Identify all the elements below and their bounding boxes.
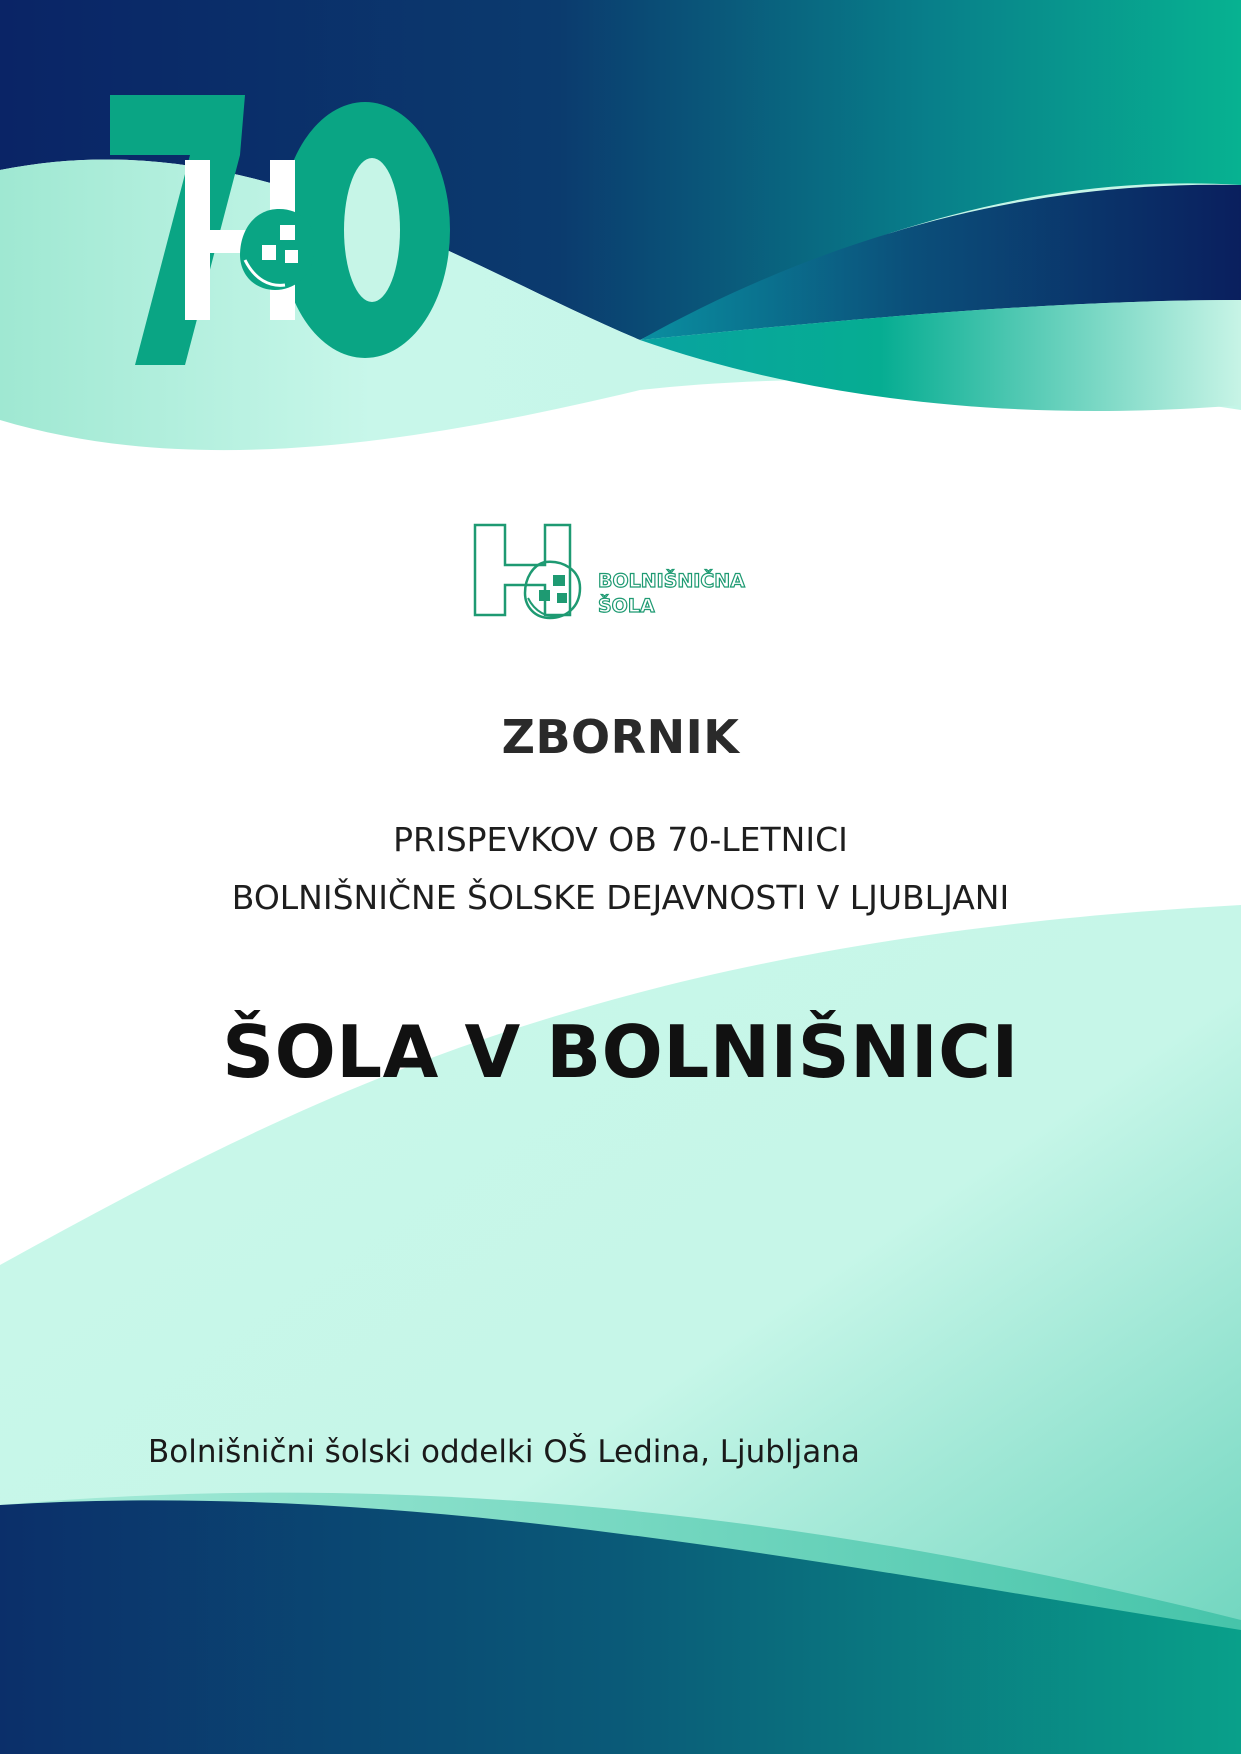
logo-text-line2: ŠOLA xyxy=(598,595,655,617)
subtitle-line-2: BOLNIŠNIČNE ŠOLSKE DEJAVNOSTI V LJUBLJANI xyxy=(231,878,1010,917)
main-title: ŠOLA V BOLNIŠNICI xyxy=(222,1010,1019,1094)
heading: ZBORNIK xyxy=(501,710,740,764)
subtitle-line-1: PRISPEVKOV OB 70-LETNICI xyxy=(393,820,848,859)
publisher: Bolnišnični šolski oddelki OŠ Ledina, Ljubljana xyxy=(148,1434,860,1470)
school-logo xyxy=(470,520,770,630)
logo-text-line1: BOLNIŠNIČNA xyxy=(598,570,745,592)
anniversary-70-logo xyxy=(110,95,480,365)
